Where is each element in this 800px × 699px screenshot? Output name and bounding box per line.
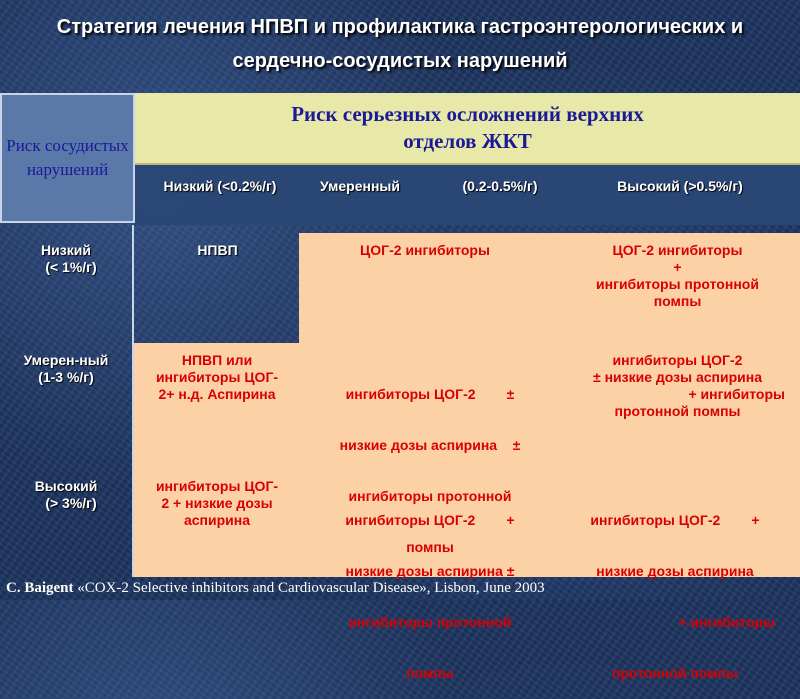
cell-low-high-line-1: ЦОГ-2 ингибиторы bbox=[612, 242, 743, 258]
cell-moderate-high-line-4: протонной помпы bbox=[614, 403, 741, 419]
gi-risk-header-line-1: Риск серьезных осложнений верхних bbox=[291, 102, 644, 126]
row-moderate-label-line-2: (1-3 %/г) bbox=[38, 369, 94, 385]
cell-low-moderate: ЦОГ-2 ингибиторы bbox=[360, 242, 490, 258]
gi-risk-header bbox=[135, 93, 800, 165]
row-low-label bbox=[0, 242, 132, 276]
row-high-label-line-1: Высокий bbox=[34, 478, 98, 494]
cell-moderate-low-line-3: 2+ н.д. Аспирина bbox=[158, 386, 276, 402]
cell-low-high-line-2: + bbox=[673, 259, 682, 275]
cell-high-high-line-3: + ингибиторы bbox=[678, 614, 775, 630]
gi-col-moderate-range: (0.2-0.5%/г) bbox=[462, 178, 538, 194]
gi-columns-row bbox=[135, 165, 800, 225]
footer-citation bbox=[0, 577, 800, 600]
footer-citation-text: «COX-2 Selective inhibitors and Cardiovascular Disease», Lisbon, June 2003 bbox=[77, 580, 545, 596]
cell-moderate-high-line-3: + ингибиторы bbox=[688, 386, 785, 402]
cell-moderate-moderate-line-4: помпы bbox=[406, 539, 454, 555]
cell-high-moderate-line-1: ингибиторы ЦОГ-2 + bbox=[345, 512, 515, 528]
cell-low-high-line-3: ингибиторы протонной bbox=[596, 276, 759, 292]
cell-moderate-low-line-2: ингибиторы ЦОГ- bbox=[155, 369, 279, 385]
row-low-label-line-1: Низкий bbox=[41, 242, 91, 258]
cell-moderate-low-line-1: НПВП или bbox=[181, 352, 253, 368]
cell-high-moderate-line-3: ингибиторы протонной bbox=[348, 614, 512, 630]
cell-high-low bbox=[138, 478, 296, 529]
gi-col-high: Высокий (>0.5%/г) bbox=[617, 178, 743, 194]
vascular-risk-header bbox=[0, 93, 135, 223]
cell-moderate-high-line-2: ± низкие дозы аспирина bbox=[593, 369, 762, 385]
cell-low-high-line-4: помпы bbox=[653, 293, 702, 309]
row-low-label-line-2: (< 1%/г) bbox=[45, 259, 97, 275]
cell-high-moderate-line-2: низкие дозы аспирина ± bbox=[345, 563, 515, 579]
cell-high-low-line-2: 2 + низкие дозы bbox=[161, 495, 273, 511]
cell-moderate-low bbox=[138, 352, 296, 403]
cell-low-low: НПВП bbox=[197, 242, 238, 258]
row-high-label bbox=[0, 478, 132, 512]
row-moderate-label-line-1: Умерен-ный bbox=[23, 352, 109, 368]
cell-moderate-moderate-line-2: низкие дозы аспирина ± bbox=[339, 437, 521, 453]
title-line-1: Стратегия лечения НПВП и профилактика гастроэнтерологических и bbox=[56, 16, 744, 38]
cell-high-high-line-1: ингибиторы ЦОГ-2 + bbox=[590, 512, 760, 528]
cell-high-moderate-line-4: помпы bbox=[406, 665, 454, 681]
gi-col-moderate-word: Умеренный bbox=[320, 178, 400, 194]
title-line-2: сердечно-сосудистых нарушений bbox=[232, 50, 568, 72]
row-high-label-line-2: (> 3%/г) bbox=[45, 495, 97, 511]
cell-high-low-line-1: ингибиторы ЦОГ- bbox=[155, 478, 279, 494]
cell-high-high-line-2: низкие дозы аспирина bbox=[596, 563, 754, 579]
cell-high-high-line-4: протонной помпы bbox=[612, 665, 738, 681]
cell-moderate-moderate-line-3: ингибиторы протонной bbox=[348, 488, 512, 504]
cell-moderate-high bbox=[560, 352, 795, 420]
cell-moderate-high-line-1: ингибиторы ЦОГ-2 bbox=[612, 352, 743, 368]
cell-high-low-line-3: аспирина bbox=[183, 512, 251, 528]
page-title bbox=[0, 10, 800, 78]
row-moderate-label bbox=[0, 352, 132, 386]
gi-risk-header-line-2: отделов ЖКТ bbox=[403, 129, 532, 153]
footer-author: C. Baigent bbox=[6, 580, 74, 596]
vascular-risk-header-text: Риск сосудистых нарушений bbox=[6, 136, 129, 179]
cell-moderate-moderate-line-1: ингибиторы ЦОГ-2 ± bbox=[345, 386, 515, 402]
gi-col-low: Низкий (<0.2%/г) bbox=[163, 178, 277, 194]
cell-low-high bbox=[560, 242, 795, 310]
